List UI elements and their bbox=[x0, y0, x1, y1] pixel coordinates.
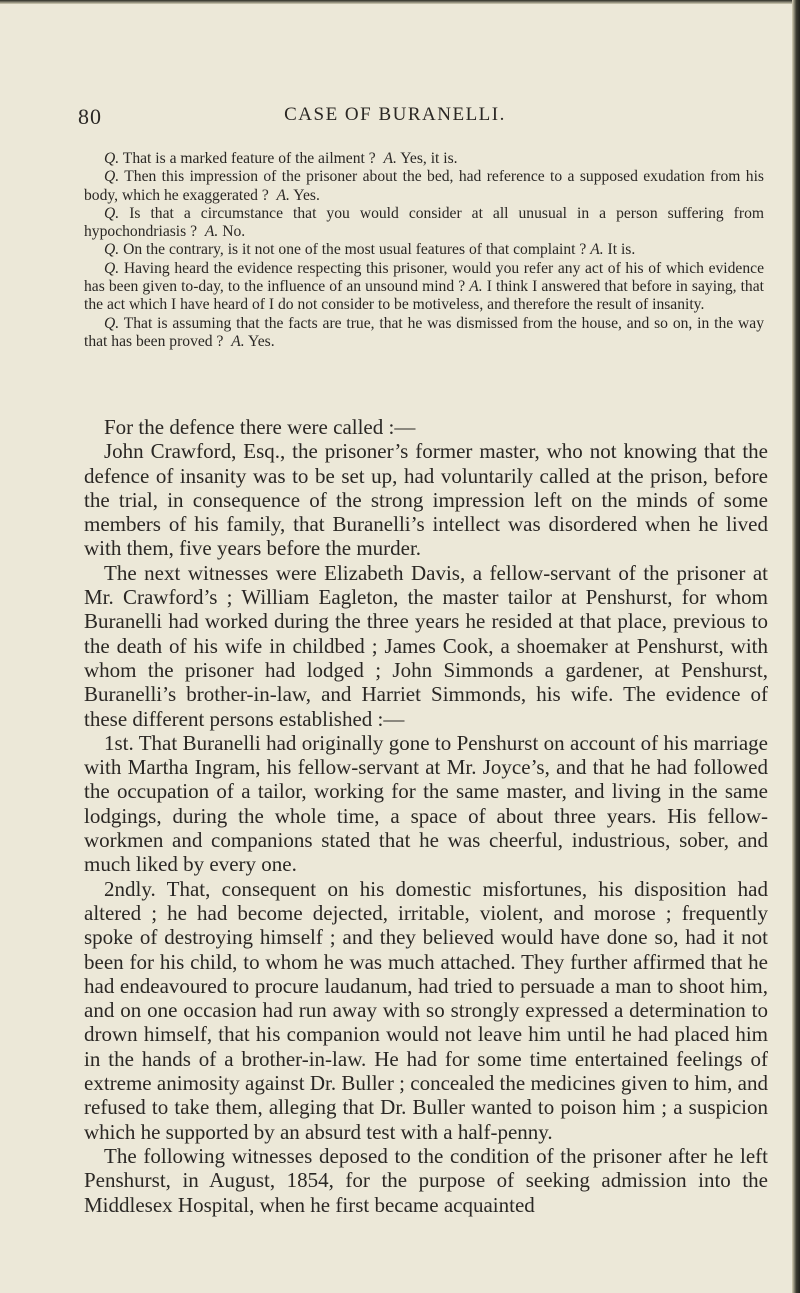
answer-label: A. bbox=[590, 241, 604, 259]
question-label: Q. bbox=[104, 314, 120, 332]
body-paragraph: John Crawford, Esq., the prisoner’s former master, who not knowing that the defence of insanity was to be set up, had voluntarily called at the prison, before the trial, in consequence of the strong impression left on the minds of some members of his family, that Buranelli’s intellect was disordered when he lived with them, five years before the murder. bbox=[84, 439, 768, 561]
body-paragraph: The next witnesses were Elizabeth Davis, a fellow-servant of the prisoner at Mr. Crawford’s ; William Eagleton, the master tailor at Penshurst, for whom Buranelli had worked during the three years he resided at that place, previous to the death of his wife in childbed ; James Cook, a shoemaker at Penshurst, with whom the prisoner had lodged ; John Simmonds a gardener, at Penshurst, Buranelli’s brother-in-law, and Harriet Simmonds, his wife. The evidence of these different persons established :— bbox=[84, 560, 768, 731]
question-label: Q. bbox=[104, 259, 120, 277]
body-paragraph: 1st. That Buranelli had originally gone to Penshurst on account of his marriage with Martha Ingram, his fellow-servant at Mr. Joyce’s, and that he had followed the occupation of a tailor, working for the same master, and living in the same lodgings, during the whole time, a space of about three years. His fellow-workmen and companions stated that he was cheerful, industrious, sober, and much liked by every one. bbox=[84, 730, 768, 877]
page-number: 80 bbox=[78, 104, 102, 129]
qa-paragraph bbox=[84, 260, 764, 315]
question-text: On the contrary, is it not one of the most usual features of that complaint ? bbox=[123, 241, 587, 259]
answer-text: I think I answered that before in saying, that the act which I have heard of I do not consider to be motiveless, and therefore the result of insanity. bbox=[84, 278, 764, 314]
answer-text: Yes. bbox=[293, 186, 320, 204]
question-text: Is that a circumstance that you would consider at all unusual in a person suffering from hypochondriasis ? bbox=[84, 204, 764, 241]
defence-heading-paragraph: For the defence there were called :— bbox=[104, 415, 416, 439]
question-label: Q. bbox=[104, 150, 120, 167]
qa-paragraph bbox=[84, 168, 764, 205]
answer-label: A. bbox=[469, 278, 483, 296]
answer-text: It is. bbox=[607, 241, 636, 259]
qa-paragraph bbox=[84, 205, 764, 242]
running-title: CASE OF BURANELLI. bbox=[284, 104, 506, 125]
answer-label: A. bbox=[276, 186, 290, 204]
answer-text: No. bbox=[222, 223, 246, 241]
question-text: Then this impression of the prisoner about the bed, had reference to a supposed exudation from his body, which he exaggerated ? bbox=[84, 168, 764, 204]
question-label: Q. bbox=[104, 204, 120, 222]
question-text: Having heard the evidence respecting this prisoner, would you refer any act of his of which evidence has been given to-day, to the influence of an unsound mind ? bbox=[84, 259, 764, 296]
page-header bbox=[0, 104, 792, 134]
qa-paragraph bbox=[84, 241, 764, 259]
answer-text: Yes, it is. bbox=[400, 150, 458, 167]
page-binding-edge bbox=[792, 0, 800, 1293]
testimony-qa-block bbox=[84, 150, 764, 351]
answer-label: A. bbox=[383, 150, 397, 167]
question-label: Q. bbox=[104, 168, 120, 186]
body-paragraph: 2ndly. That, consequent on his domestic misfortunes, his disposition had altered ; he had become dejected, irritable, violent, and morose ; frequently spoke of destroying himself ; and they believed would have done so, had it not been for his child, to whom he was much attached. They further affirmed that he had endeavoured to procure laudanum, had tried to persuade a man to shoot him, and on one occasion had run away with so strongly expressed a determination to drown himself, that his companion would not leave him until he had placed him in the hands of a brother-in-law. He had for some time entertained feelings of extreme animosity against Dr. Buller ; concealed the medicines given to him, and refused to take them, alleging that Dr. Buller wanted to poison him ; a suspicion which he supported by an absurd test with a half-penny. bbox=[84, 876, 768, 1144]
qa-paragraph bbox=[84, 150, 764, 168]
answer-text: Yes. bbox=[248, 332, 275, 350]
narrative-block bbox=[84, 415, 768, 1217]
question-label: Q. bbox=[104, 241, 120, 259]
answer-label: A. bbox=[204, 223, 219, 241]
question-text: That is assuming that the facts are true, that he was dismissed from the house, and so on, in the way that has been proved ? bbox=[84, 314, 764, 350]
body-paragraph: The following witnesses deposed to the condition of the prisoner after he left Penshurst, in August, 1854, for the purpose of seeking admission into the Middlesex Hospital, when he first became acquainted bbox=[84, 1143, 768, 1217]
page-top-shadow bbox=[0, 0, 800, 4]
question-text: That is a marked feature of the ailment ? bbox=[122, 150, 376, 167]
qa-paragraph bbox=[84, 315, 764, 352]
answer-label: A. bbox=[231, 332, 245, 350]
